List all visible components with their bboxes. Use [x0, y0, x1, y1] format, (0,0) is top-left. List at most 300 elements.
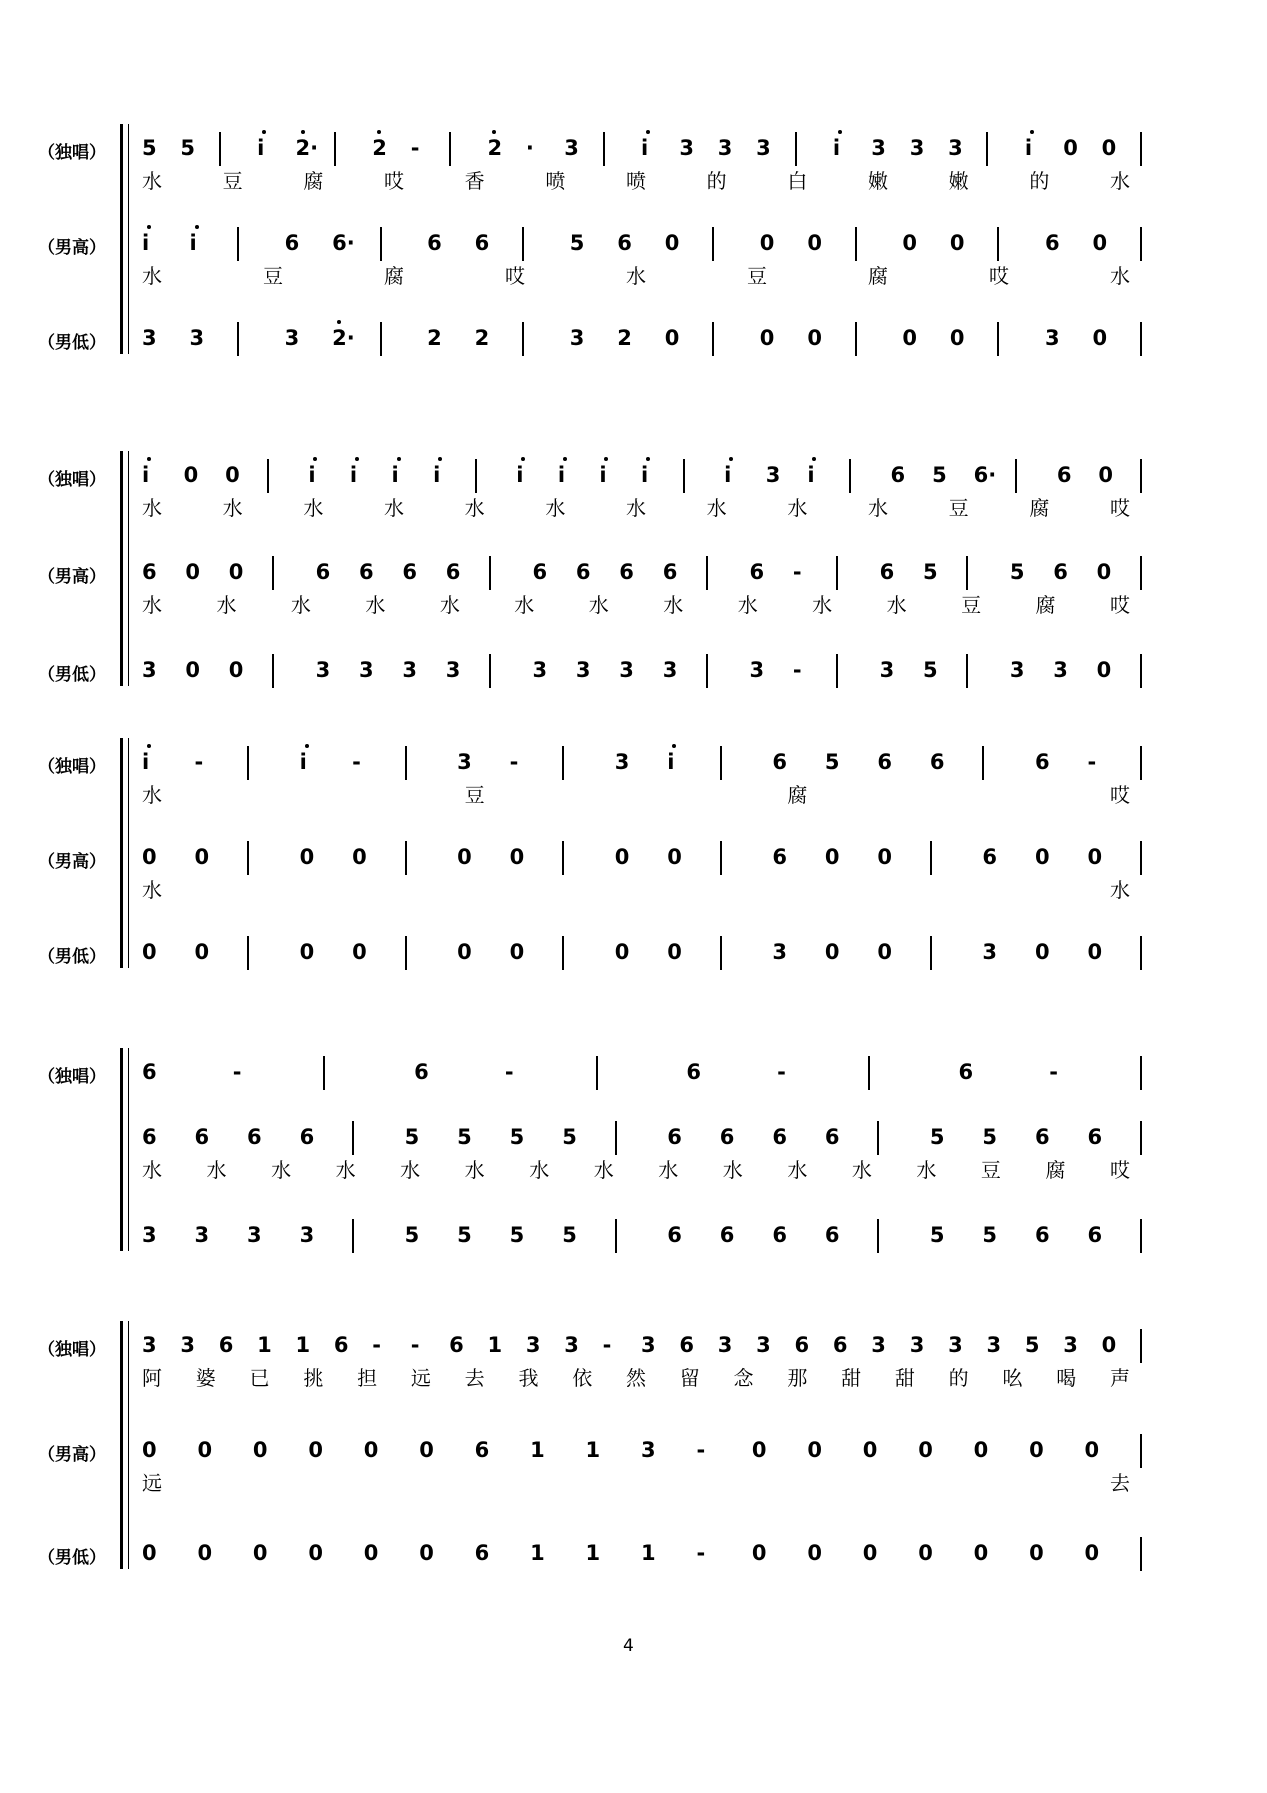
lyric: 哎 — [384, 169, 404, 193]
note: 0 — [197, 1541, 213, 1565]
note: i — [599, 463, 607, 487]
note: 0 — [308, 1541, 323, 1565]
lyric: 水 — [384, 496, 404, 520]
barline — [615, 1219, 617, 1253]
lyric: 腐 — [303, 169, 324, 193]
barline — [712, 227, 714, 261]
note: 6 — [929, 750, 945, 774]
lyric: 留 — [679, 1366, 700, 1390]
lyric: 去 — [464, 1366, 485, 1390]
barline — [1140, 1329, 1142, 1363]
note: 0 — [225, 463, 240, 487]
octave-dot — [377, 130, 381, 134]
note: 6 — [824, 1223, 840, 1247]
lyric: 念 — [733, 1366, 754, 1390]
lyric: 豆 — [464, 783, 485, 807]
barline — [1140, 1219, 1142, 1253]
system-bracket — [120, 451, 123, 686]
note: 0 — [183, 463, 199, 487]
note: 0 — [509, 940, 525, 964]
note: 5 — [509, 1125, 525, 1149]
barline — [795, 132, 797, 166]
note: 3 — [641, 1333, 656, 1357]
note: 0 — [824, 940, 840, 964]
lyric: 哎 — [1110, 496, 1130, 520]
note: 1 — [641, 1541, 656, 1565]
note: i — [641, 463, 649, 487]
lyric: 水 — [722, 1158, 743, 1182]
note: 0 — [197, 1438, 213, 1462]
note: i — [1024, 136, 1033, 160]
note: i — [516, 463, 524, 487]
note: 5 — [562, 1125, 577, 1149]
note: 3 — [457, 750, 472, 774]
lyric: 水 — [514, 593, 535, 617]
note: 3 — [871, 136, 886, 160]
barline — [997, 227, 999, 261]
note: 3 — [1009, 658, 1025, 682]
note: 0 — [352, 845, 367, 869]
note: 0 — [1096, 658, 1112, 682]
barline — [219, 132, 221, 166]
note: 3 — [909, 136, 925, 160]
note: 1 — [530, 1541, 545, 1565]
note: 0 — [228, 658, 244, 682]
barline — [237, 227, 239, 261]
barline — [603, 132, 605, 166]
note: 3 — [358, 658, 374, 682]
barline — [982, 746, 984, 780]
note: 5 — [142, 136, 157, 160]
lyric: 的 — [706, 169, 727, 193]
note: 6 — [1034, 750, 1050, 774]
part-label: （男低） — [38, 665, 106, 685]
octave-dot — [301, 130, 305, 134]
note: 3 — [986, 1333, 1002, 1357]
octave-dot — [195, 225, 199, 229]
barline — [986, 132, 988, 166]
lyric: 水 — [663, 593, 684, 617]
note: 0 — [419, 1541, 434, 1565]
note: 3 — [180, 1333, 195, 1357]
lyric: 水 — [706, 496, 727, 520]
lyric: 喷 — [626, 169, 646, 193]
note: 3 — [765, 463, 781, 487]
lyric: 水 — [658, 1158, 679, 1182]
note: - — [232, 1060, 242, 1084]
note: i — [832, 136, 841, 160]
note: 0 — [1092, 231, 1108, 255]
lyric: 水 — [206, 1158, 227, 1182]
lyric: 水 — [812, 593, 833, 617]
lyric: 豆 — [948, 496, 969, 520]
note: 0 — [614, 940, 630, 964]
note: 3 — [142, 658, 157, 682]
note: 0 — [667, 845, 682, 869]
barline — [930, 936, 932, 970]
note: 0 — [142, 845, 157, 869]
note: 6 — [474, 1541, 490, 1565]
lyric: 我 — [518, 1366, 539, 1390]
barline — [596, 1056, 598, 1090]
barline — [489, 556, 491, 590]
barline — [997, 322, 999, 356]
note: 0 — [142, 1438, 157, 1462]
barline — [272, 556, 274, 590]
note: 5 — [929, 1223, 945, 1247]
lyric: 吆 — [1002, 1366, 1023, 1390]
lyric: 白 — [787, 169, 808, 193]
note: 0 — [457, 845, 472, 869]
lyric: 水 — [303, 496, 324, 520]
barline — [272, 654, 274, 688]
lyric: 远 — [142, 1471, 162, 1495]
part-label: （男低） — [38, 947, 106, 967]
note: 1 — [295, 1333, 311, 1357]
barline — [1140, 322, 1142, 356]
lyric: 水 — [142, 496, 162, 520]
note: 3 — [1053, 658, 1068, 682]
part-label: （男高） — [38, 852, 106, 872]
barline — [615, 1121, 617, 1155]
lyric: 水 — [886, 593, 907, 617]
octave-dot — [812, 457, 816, 461]
lyric: 水 — [588, 593, 609, 617]
note: 6 — [532, 560, 548, 584]
note: - — [352, 750, 361, 774]
barline — [836, 654, 838, 688]
barline — [267, 459, 269, 493]
note: i — [433, 463, 441, 487]
note: 0 — [194, 940, 210, 964]
lyric: 已 — [249, 1366, 270, 1390]
octave-dot — [262, 130, 266, 134]
barline — [1140, 746, 1142, 780]
barline — [877, 1219, 879, 1253]
note: - — [777, 1060, 786, 1084]
note: - — [509, 750, 519, 774]
lyric: 那 — [787, 1366, 808, 1390]
lyric: 水 — [851, 1158, 872, 1182]
note: - — [410, 136, 420, 160]
note: 6 — [427, 231, 442, 255]
octave-dot — [438, 457, 442, 461]
note: i — [724, 463, 732, 487]
note: 6· — [973, 463, 997, 487]
note: 6 — [315, 560, 331, 584]
lyric: 豆 — [961, 593, 982, 617]
note: 0 — [614, 845, 630, 869]
note: 6 — [414, 1060, 429, 1084]
note: 6 — [982, 845, 998, 869]
octave-dot — [337, 320, 341, 324]
note: 6 — [794, 1333, 810, 1357]
note: 0 — [1101, 136, 1117, 160]
barline — [405, 841, 407, 875]
part-label: （男高） — [38, 238, 106, 258]
note: 6 — [958, 1060, 974, 1084]
note: i — [391, 463, 399, 487]
note: 6 — [679, 1333, 694, 1357]
lyric: 嫩 — [868, 169, 888, 193]
barline — [868, 1056, 870, 1090]
octave-dot — [397, 457, 401, 461]
note: i — [807, 463, 815, 487]
lyric: 腐 — [384, 264, 404, 288]
note: i — [142, 231, 150, 255]
note: 0 — [949, 231, 965, 255]
note: 3 — [142, 1223, 157, 1247]
barline — [849, 459, 851, 493]
lyric: 的 — [948, 1366, 969, 1390]
note: 5 — [982, 1125, 998, 1149]
barline — [1140, 227, 1142, 261]
lyric: 婆 — [195, 1366, 216, 1390]
barline — [1140, 132, 1142, 166]
note: 5 — [509, 1223, 525, 1247]
note: 3 — [189, 326, 205, 350]
octave-dot — [147, 457, 151, 461]
barline — [1140, 654, 1142, 688]
lyric: 腐 — [868, 264, 888, 288]
note: i — [349, 463, 358, 487]
barline — [247, 841, 249, 875]
part-label: （独唱） — [38, 1067, 106, 1087]
note: 0 — [1092, 326, 1108, 350]
barline — [855, 227, 857, 261]
barline — [877, 1121, 879, 1155]
note: 0 — [807, 1541, 822, 1565]
lyric: 去 — [1110, 1471, 1130, 1495]
note: 6 — [194, 1125, 210, 1149]
barline — [352, 1219, 354, 1253]
barline — [562, 936, 564, 970]
note: 0 — [352, 940, 367, 964]
lyric: 腐 — [787, 783, 808, 807]
barline — [247, 936, 249, 970]
note: 6 — [575, 560, 591, 584]
barline — [855, 322, 857, 356]
note: 5 — [1024, 1333, 1040, 1357]
lyric: 喝 — [1056, 1366, 1077, 1390]
barline — [1140, 1056, 1142, 1090]
lyric: 水 — [868, 496, 888, 520]
octave-dot — [305, 744, 309, 748]
part-label: （独唱） — [38, 1340, 106, 1360]
barline — [522, 322, 524, 356]
part-label: （独唱） — [38, 143, 106, 163]
note: 0 — [759, 326, 775, 350]
note: 3 — [247, 1223, 262, 1247]
note: 5 — [982, 1223, 998, 1247]
lyric: 腐 — [1029, 496, 1050, 520]
barline — [237, 322, 239, 356]
note: i — [308, 463, 316, 487]
lyric: 水 — [626, 496, 646, 520]
lyric: 水 — [626, 264, 646, 288]
note: 3 — [532, 658, 548, 682]
note: 0 — [308, 1438, 323, 1462]
lyric: 水 — [216, 593, 237, 617]
note: 6· — [332, 231, 355, 255]
note: 0 — [807, 326, 822, 350]
note: 5 — [932, 463, 947, 487]
note: 3 — [564, 1333, 579, 1357]
note: 6 — [890, 463, 906, 487]
note: 2 — [474, 326, 490, 350]
barline — [930, 841, 932, 875]
note: i — [667, 750, 675, 774]
note: 3 — [948, 1333, 963, 1357]
note: 6 — [719, 1125, 735, 1149]
octave-dot — [147, 225, 151, 229]
note: 0 — [751, 1541, 767, 1565]
note: 6 — [619, 560, 634, 584]
note: 6 — [474, 231, 490, 255]
note: i — [142, 463, 150, 487]
barline — [683, 459, 685, 493]
barline — [1140, 936, 1142, 970]
note: 5 — [180, 136, 195, 160]
lyric: 水 — [142, 593, 162, 617]
octave-dot — [147, 744, 151, 748]
barline — [405, 746, 407, 780]
note: 0 — [751, 1438, 767, 1462]
note: 6 — [284, 231, 300, 255]
note: 0 — [877, 940, 892, 964]
note: 6 — [832, 1333, 848, 1357]
lyric: 然 — [626, 1366, 646, 1390]
part-label: （独唱） — [38, 757, 106, 777]
note: 0 — [185, 658, 201, 682]
lyric: 水 — [787, 1158, 808, 1182]
note: 6 — [617, 231, 632, 255]
note: 6 — [142, 1125, 157, 1149]
lyric: 水 — [439, 593, 460, 617]
lyric: 水 — [787, 496, 808, 520]
note: - — [792, 560, 802, 584]
note: 1 — [585, 1438, 601, 1462]
barline — [562, 746, 564, 780]
barline — [247, 746, 249, 780]
octave-dot — [492, 130, 496, 134]
lyric: 水 — [335, 1158, 356, 1182]
octave-dot — [521, 457, 525, 461]
note: 0 — [1101, 1333, 1117, 1357]
barline — [380, 227, 382, 261]
lyric: 水 — [142, 878, 162, 902]
note: 5 — [457, 1125, 472, 1149]
note: - — [410, 1333, 420, 1357]
lyric: 香 — [464, 169, 485, 193]
note: 3 — [909, 1333, 925, 1357]
lyric: 担 — [357, 1366, 378, 1390]
barline — [405, 936, 407, 970]
note: - — [696, 1541, 706, 1565]
lyric: 哎 — [1110, 783, 1130, 807]
note: 0 — [1034, 845, 1050, 869]
barline — [352, 1121, 354, 1155]
barline — [720, 746, 722, 780]
note: 6 — [142, 1060, 157, 1084]
note: 0 — [902, 231, 917, 255]
note: · — [525, 136, 534, 160]
note: 3 — [982, 940, 998, 964]
barline — [720, 841, 722, 875]
note: 2 — [487, 136, 503, 160]
note: 0 — [419, 1438, 434, 1462]
note: 2 — [427, 326, 442, 350]
barline — [836, 556, 838, 590]
note: 0 — [1087, 845, 1103, 869]
note: 6 — [1053, 560, 1068, 584]
octave-dot — [729, 457, 733, 461]
note: 0 — [824, 845, 840, 869]
lyric: 腐 — [1045, 1158, 1066, 1182]
note: - — [792, 658, 802, 682]
note: 6 — [719, 1223, 735, 1247]
note: 3 — [619, 658, 634, 682]
note: 3 — [1044, 326, 1060, 350]
lyric: 水 — [290, 593, 311, 617]
lyric: 喷 — [545, 169, 566, 193]
part-label: （独唱） — [38, 470, 106, 490]
note: 0 — [457, 940, 472, 964]
lyric: 豆 — [747, 264, 767, 288]
lyric: 水 — [222, 496, 243, 520]
lyric: 水 — [142, 264, 162, 288]
note: 3 — [717, 136, 733, 160]
barline — [562, 841, 564, 875]
note: 0 — [363, 1438, 379, 1462]
note: 0 — [1029, 1438, 1044, 1462]
note: 0 — [807, 1438, 822, 1462]
note: 2· — [332, 326, 355, 350]
note: 3 — [871, 1333, 886, 1357]
note: 0 — [664, 326, 680, 350]
part-label: （男高） — [38, 567, 106, 587]
note: 0 — [1084, 1541, 1100, 1565]
note: 0 — [918, 1438, 933, 1462]
note: 0 — [142, 940, 157, 964]
octave-dot — [646, 130, 650, 134]
note: i — [189, 231, 197, 255]
note: 3 — [662, 658, 678, 682]
note: 0 — [949, 326, 965, 350]
system-bracket — [120, 1321, 123, 1569]
note: 6 — [772, 1223, 787, 1247]
octave-dot — [313, 457, 317, 461]
octave-dot — [563, 457, 567, 461]
lyric: 水 — [1110, 264, 1130, 288]
note: 3 — [564, 136, 579, 160]
system-bracket — [120, 1048, 123, 1251]
note: 6 — [1034, 1223, 1050, 1247]
note: 6 — [333, 1333, 349, 1357]
note: 0 — [973, 1541, 989, 1565]
note: 3 — [614, 750, 630, 774]
note: 3 — [402, 658, 417, 682]
barline — [720, 936, 722, 970]
barline — [489, 654, 491, 688]
note: 6 — [247, 1125, 262, 1149]
note: 0 — [1096, 560, 1112, 584]
lyric: 声 — [1110, 1366, 1130, 1390]
barline — [522, 227, 524, 261]
note: 2 — [617, 326, 632, 350]
barline — [966, 556, 968, 590]
note: 0 — [299, 845, 315, 869]
